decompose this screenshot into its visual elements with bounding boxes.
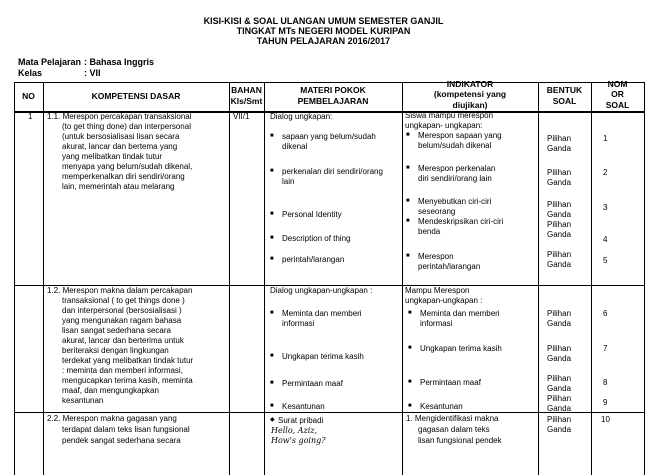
row3-kd-line: 2.2. Merespon makna gagasan yang bbox=[47, 414, 177, 423]
doc-subtitle-year: TAHUN PELAJARAN 2016/2017 bbox=[256, 36, 391, 46]
bullet-icon: ◆ bbox=[270, 417, 275, 423]
bullet-icon: ■ bbox=[270, 133, 274, 139]
row2-kd-line: terdekat yang melibatkan tindak tutur bbox=[62, 356, 194, 365]
row2-kd-line: maaf, dan mengungkapkan bbox=[62, 386, 159, 395]
row2-kd-line: : meminta dan memberi informasi, bbox=[62, 366, 183, 375]
row1-no: 1 bbox=[28, 112, 33, 121]
bullet-icon: ■ bbox=[270, 353, 274, 359]
bullet-icon: ■ bbox=[406, 218, 410, 224]
row2-materi-item: Ungkapan terima kasih bbox=[282, 352, 364, 361]
row1-kd-line: yang melibatkan tindak tutur bbox=[62, 152, 163, 161]
row1-bentuk: Pilihan bbox=[547, 200, 572, 209]
col-line-0 bbox=[14, 82, 15, 475]
row3-indikator-line: lisan fungsional pendek bbox=[418, 436, 502, 445]
row2-indikator-item: Ungkapan terima kasih bbox=[420, 344, 502, 353]
row2-materi-item: informasi bbox=[282, 319, 315, 328]
row3-nomor: 10 bbox=[601, 415, 610, 424]
bullet-icon: ■ bbox=[406, 165, 410, 171]
row1-kd-line: 1.1. Merespon percakapan transaksional bbox=[47, 112, 192, 121]
row2-bentuk: Ganda bbox=[547, 354, 572, 363]
row2-kd-line: lisan sangat sederhana secara bbox=[62, 326, 171, 335]
row2-materi-head: Dialog ungkapan-ungkapan : bbox=[270, 286, 373, 295]
header-bahan: BAHAN bbox=[231, 85, 262, 95]
row1-materi-item: Personal Identity bbox=[282, 210, 342, 219]
row2-nomor: 8 bbox=[603, 378, 608, 387]
col-line-5 bbox=[538, 82, 539, 475]
bullet-icon: ■ bbox=[406, 132, 410, 138]
row3-bentuk: Ganda bbox=[547, 425, 572, 434]
bullet-icon: ■ bbox=[270, 380, 274, 386]
row1-bentuk: Pilihan bbox=[547, 250, 572, 259]
row1-kd-line: memperkenalkan diri sendiri/orang bbox=[62, 172, 185, 181]
row2-kd-line: 1.2. Merespon makna dalam percakapan bbox=[47, 286, 193, 295]
row3-indikator-line: 1. Mengidentifikasi makna bbox=[406, 414, 499, 423]
header-materi: MATERI POKOK bbox=[300, 85, 366, 95]
bullet-icon: ■ bbox=[408, 379, 412, 385]
row2-kd-line: kesantunan bbox=[62, 396, 104, 405]
col-line-2 bbox=[229, 82, 230, 475]
row2-bentuk: Ganda bbox=[547, 319, 572, 328]
row1-nomor: 1 bbox=[603, 134, 608, 143]
col-line-4 bbox=[402, 82, 403, 475]
row1-kd-line: (to get thing done) dan interpersonal bbox=[62, 122, 191, 131]
col-line-6 bbox=[591, 82, 592, 475]
row3-kd-line: pendek sangat sederhana secara bbox=[62, 436, 181, 445]
col-line-1 bbox=[43, 82, 44, 475]
row1-bentuk: Ganda bbox=[547, 144, 572, 153]
header-or: OR bbox=[611, 89, 624, 99]
row2-bentuk: Pilihan bbox=[547, 309, 572, 318]
row1-indikator-item: Merespon sapaan yang bbox=[418, 131, 502, 140]
header-pembelajaran: PEMBELAJARAN bbox=[297, 96, 369, 106]
row1-indikator-item: Menyebutkan ciri-ciri bbox=[418, 197, 492, 206]
row2-bentuk: Pilihan bbox=[547, 344, 572, 353]
row2-kd-line: transaksional ( to get things done ) bbox=[62, 296, 185, 305]
header-soal: SOAL bbox=[552, 96, 577, 106]
header-indikator: INDIKATOR bbox=[446, 79, 494, 89]
header-kompetensi: KOMPETENSI DASAR bbox=[91, 91, 181, 101]
row1-materi-item: perkenalan diri sendiri/orang bbox=[282, 167, 383, 176]
row3-kd-line: terdapat dalam teks lisan fungsional bbox=[62, 425, 190, 434]
row1-bentuk: Pilihan bbox=[547, 168, 572, 177]
row2-indikator-item: Meminta dan memberi bbox=[420, 309, 500, 318]
row2-indikator-item: informasi bbox=[420, 319, 453, 328]
row2-nomor: 9 bbox=[603, 398, 608, 407]
header-kls-smt: Kls/Smt bbox=[230, 96, 263, 106]
kisi-kisi-table bbox=[14, 79, 645, 475]
row1-indikator-item: Merespon bbox=[418, 252, 454, 261]
row1-materi-head: Dialog ungkapan: bbox=[270, 112, 333, 121]
row2-kd-line: dan interpersonal (bersosialisasi ) bbox=[62, 306, 182, 315]
row3-letter-line: How's going? bbox=[271, 436, 326, 445]
row1-bahan: VII/1 bbox=[233, 112, 250, 121]
row1-nomor: 2 bbox=[603, 168, 608, 177]
bullet-icon: ■ bbox=[270, 168, 274, 174]
row2-indikator-item: Kesantunan bbox=[420, 402, 463, 411]
bullet-icon: ■ bbox=[406, 253, 410, 259]
bullet-icon: ■ bbox=[270, 256, 274, 262]
row2-indikator-head: Mampu Merespon bbox=[405, 286, 470, 295]
bullet-icon: ■ bbox=[270, 310, 274, 316]
subject-label: Mata Pelajaran bbox=[18, 57, 82, 67]
row2-bentuk: Ganda bbox=[547, 384, 572, 393]
header-nomor: NOM bbox=[607, 79, 628, 89]
row1-indikator-item: belum/sudah dikenal bbox=[418, 141, 492, 150]
row1-materi-item: dikenal bbox=[282, 142, 308, 151]
row1-materi-item: Description of thing bbox=[282, 234, 351, 243]
row3-materi-head: Surat pribadi bbox=[278, 416, 324, 425]
row2-materi-item: Permintaan maaf bbox=[282, 379, 343, 388]
row2-materi-item: Meminta dan memberi bbox=[282, 309, 362, 318]
header-diujikan: diujikan) bbox=[452, 100, 488, 110]
row1-kd-line: akurat, lancar dan bertema yang bbox=[62, 142, 178, 151]
row1-indikator-item: benda bbox=[418, 227, 441, 236]
header-no: NO bbox=[22, 91, 35, 101]
bullet-icon: ■ bbox=[270, 211, 274, 217]
row1-bentuk: Ganda bbox=[547, 260, 572, 269]
row3-indikator-line: gagasan dalam teks bbox=[418, 425, 490, 434]
col-line-3 bbox=[264, 82, 265, 475]
bullet-icon: ■ bbox=[408, 403, 412, 409]
row1-indikator-item: Mendeskripsikan ciri-ciri bbox=[418, 217, 504, 226]
bullet-icon: ■ bbox=[270, 403, 274, 409]
row1-nomor: 3 bbox=[603, 203, 608, 212]
row1-kd-line: (untuk bersosialisasi lisan secara bbox=[62, 132, 180, 141]
row2-nomor: 6 bbox=[603, 309, 608, 318]
row3-letter-line: Hello, Aziz, bbox=[271, 426, 318, 435]
row1-indikator-item: Merespon perkenalan bbox=[418, 164, 496, 173]
row2-materi-item: Kesantunan bbox=[282, 402, 325, 411]
bullet-icon: ■ bbox=[270, 235, 274, 241]
class-label: Kelas bbox=[18, 68, 43, 78]
row1-nomor: 5 bbox=[603, 256, 608, 265]
header-soal-no: SOAL bbox=[605, 100, 630, 110]
row1-indikator-item: perintah/larangan bbox=[418, 262, 481, 271]
row2-bentuk: Pilihan bbox=[547, 394, 572, 403]
header-kompetensi-yang: (kompetensi yang bbox=[433, 89, 507, 99]
row1-indikator-head: Siswa mampu merespon bbox=[405, 111, 494, 120]
row1-materi-item: perintah/larangan bbox=[282, 255, 345, 264]
row2-kd-line: akurat, lancar dan berterima untuk bbox=[62, 336, 184, 345]
row1-nomor: 4 bbox=[603, 235, 608, 244]
row1-indikator-item: seseorang bbox=[418, 207, 456, 216]
col-line-7 bbox=[644, 82, 645, 475]
bullet-icon: ■ bbox=[408, 345, 412, 351]
row1-bentuk: Pilihan bbox=[547, 134, 572, 143]
row3-bentuk: Pilihan bbox=[547, 415, 572, 424]
doc-title: KISI-KISI & SOAL ULANGAN UMUM SEMESTER GANJIL bbox=[203, 16, 444, 26]
row1-bentuk: Pilihan bbox=[547, 220, 572, 229]
header-bentuk: BENTUK bbox=[546, 85, 583, 95]
bullet-icon: ■ bbox=[408, 310, 412, 316]
bullet-icon: ■ bbox=[406, 198, 410, 204]
row1-materi-item: sapaan yang belum/sudah bbox=[282, 132, 376, 141]
row2-indikator-item: Permintaan maaf bbox=[420, 378, 481, 387]
row2-kd-line: yang mengunakan ragam bahasa bbox=[62, 316, 182, 325]
row1-kd-line: lain, memerintah atau melarang bbox=[62, 182, 175, 191]
row1-bentuk: Ganda bbox=[547, 178, 572, 187]
row1-materi-item: lain bbox=[282, 177, 295, 186]
row2-kd-line: mengucapkan terima kasih, meminta bbox=[62, 376, 193, 385]
row2-nomor: 7 bbox=[603, 344, 608, 353]
row1-bentuk: Ganda bbox=[547, 230, 572, 239]
row1-kd-line: menyapa yang belum/sudah dikenal, bbox=[62, 162, 193, 171]
row2-kd-line: beriteraksi dengan lingkungan bbox=[62, 346, 169, 355]
class-value: : VII bbox=[84, 68, 101, 78]
row2-indikator-head: ungkapan-ungkapan : bbox=[405, 296, 483, 305]
row2-bentuk: Pilihan bbox=[547, 374, 572, 383]
row1-indikator-item: diri sendiri/orang lain bbox=[418, 174, 492, 183]
doc-subtitle-school: TINGKAT MTs NEGERI MODEL KURIPAN bbox=[236, 26, 411, 36]
table-border-top bbox=[14, 82, 645, 83]
row1-bentuk: Ganda bbox=[547, 210, 572, 219]
row2-bentuk: Ganda bbox=[547, 404, 572, 413]
row1-indikator-head: ungkapan- ungkapan: bbox=[405, 121, 483, 130]
subject-value: : Bahasa Inggris bbox=[84, 57, 155, 67]
